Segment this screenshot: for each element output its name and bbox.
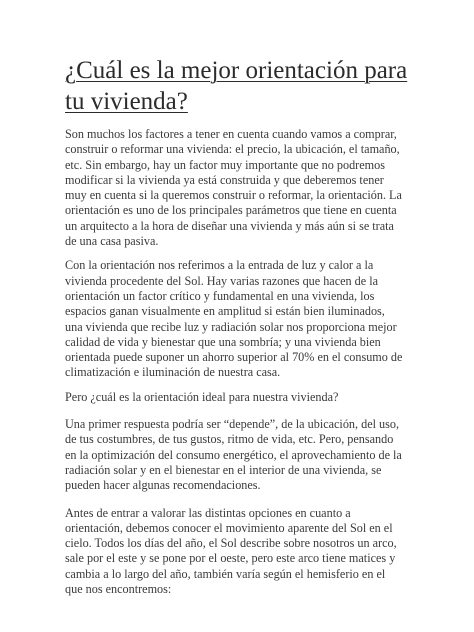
paragraph-intro: Son muchos los factores a tener en cuenta cuando vamos a comprar, construir o reformar una vivienda: el precio, la ubicación, el tamaño, etc. Sin embargo, hay un factor muy importante que no podremos modificar si la vivienda ya está construida y que deberemos tener muy en cuenta si la queremos construir o reformar, la orientación. La orientación es uno de los principales parámetros que tiene en cuenta un arquitecto a la hora de diseñar una vivienda y más aún si se trata de una casa pasiva. — [65, 127, 402, 249]
paragraph-orientation-definition: Con la orientación nos referimos a la entrada de luz y calor a la vivienda procedente del Sol. Hay varias razones que hacen de la orientación un factor crítico y fundamental en una vivienda, los espacios ganan visualmente en amplitud si están bien iluminados, una vivienda que recibe luz y radiación solar nos proporciona mejor calidad de vida y bienestar que una sombría; y una vivienda bien orientada puede suponer un ahorro superior al 70% en el consumo de climatización e iluminación de nuestra casa. — [65, 258, 403, 380]
paragraph-question: Pero ¿cuál es la orientación ideal para nuestra vivienda? — [65, 389, 339, 404]
document-title: ¿Cuál es la mejor orientación para tu vivienda? — [65, 57, 408, 115]
paragraph-sun-movement: Antes de entrar a valorar las distintas opciones en cuanto a orientación, debemos conocer el movimiento aparente del Sol en el cielo. Todos los días del año, el Sol describe sobre nosotros un arco, sale por el este y se pone por el oeste, pero este arco tiene matices y cambia a lo largo del año, también varía según el hemisferio en el que nos encontremos: — [65, 505, 397, 597]
document-body — [65, 127, 405, 606]
paragraph-first-answer: Una primer respuesta podría ser “depende”, de la ubicación, del uso, de tus costumbres, de tus gustos, ritmo de vida, etc. Pero, pensando en la optimización del consumo energético, el aprovechamiento de la radiación solar y en el bienestar en el interior de una vivienda, se pueden hacer algunas recomendaciones. — [65, 417, 402, 493]
